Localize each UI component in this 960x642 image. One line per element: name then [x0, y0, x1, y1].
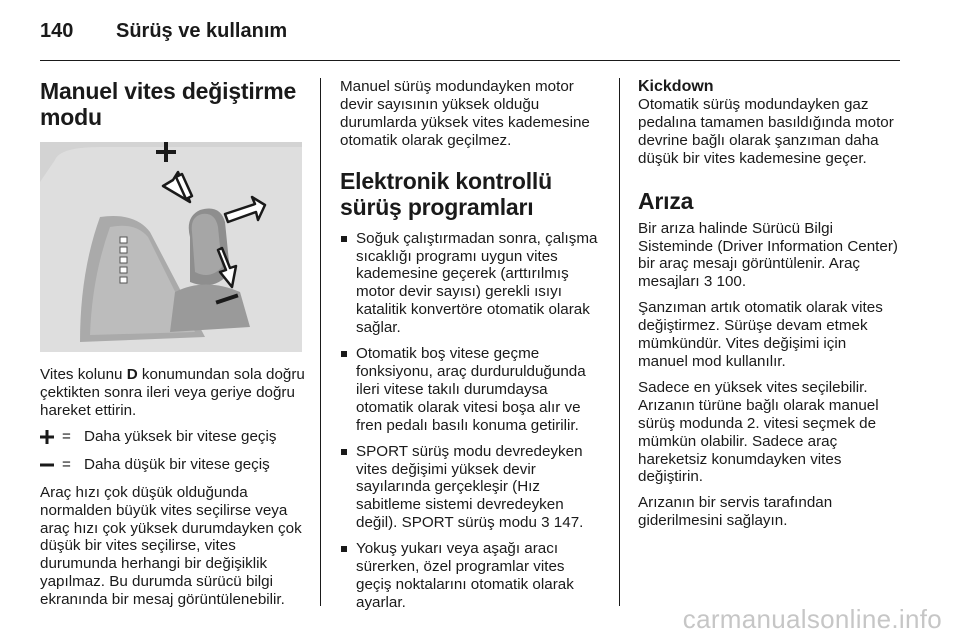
column-1 — [40, 78, 308, 617]
list-item: SPORT sürüş modu devredeyken vites değişimi yüksek devir sayılarında gerçekleşir (Hız sabitleme sistemi devredeyken değil). SPORT sürüş modu 3 147. — [340, 443, 602, 533]
paragraph-fault-2: Şanzıman artık otomatik olarak vites değiştirmez. Sürüşe devam etmek mümkündür. Vites değişimi için manuel mod kullanılır. — [638, 299, 883, 370]
section-title: Sürüş ve kullanım — [116, 20, 288, 42]
legend-row-upshift: = Daha yüksek bir vitese geçiş — [40, 428, 308, 446]
heading-kickdown: Kickdown — [638, 78, 714, 95]
column-3 — [638, 78, 900, 538]
programs-list — [340, 230, 602, 612]
list-item: Otomatik boş vitese geçme fonksiyonu, araç durdurulduğunda ileri vitese takılı durumdaysa otomatik olarak vitesi boşa alır ve fren pedalı basılı konuma getirilir. — [340, 345, 602, 435]
heading-fault: Arıza — [638, 187, 694, 214]
column-divider — [320, 78, 321, 606]
paragraph-fault-3: Sadece en yüksek vites seçilebilir. Arızanın türüne bağlı olarak manuel sürüş modunda 2. vitesi seçmek de mümkün olabilir. Sadece araç hareketsiz konumdayken vites değiştirin. — [638, 378, 879, 486]
page-number: 140 — [40, 20, 74, 42]
gear-shift-illustration — [40, 142, 302, 352]
legend-text-downshift: Daha düşük bir vitese geçiş — [84, 455, 270, 473]
paragraph-fault-4: Arızanın bir servis tarafından giderilmesini sağlayın. — [638, 494, 833, 530]
list-item: Soğuk çalıştırmadan sonra, çalışma sıcaklığı programı uygun vites kademesine geçerek (arttırılmış motor devir sayısı) gerekli ısıyı katalitik konvertöre otomatik olarak sağlar. — [340, 230, 602, 337]
paragraph-fault-1: Bir arıza halinde Sürücü Bilgi Sisteminde (Driver Information Center) bir araç mesajı görüntülenir. Araç mesajları 3 100. — [638, 219, 898, 291]
legend-text-upshift: Daha yüksek bir vitese geçiş — [84, 427, 277, 445]
paragraph-kickdown: Otomatik sürüş modundayken gaz pedalına tamamen basıldığında motor devrine bağlı olarak şanzıman daha düşük bir vites kademesine geçer. — [638, 96, 894, 167]
legend-row-downshift: = Daha düşük bir vitese geçiş — [40, 456, 308, 474]
column-2 — [340, 78, 602, 620]
list-item: Yokuş yukarı veya aşağı aracı sürerken, özel programlar vites geçiş noktalarını otomatik olarak ayarlar. — [340, 540, 602, 612]
header-rule — [40, 60, 900, 61]
heading-electronic-programs: Elektronik kontrollü sürüş programları — [340, 167, 552, 220]
watermark: carmanualsonline.info — [682, 604, 942, 634]
column-divider — [619, 78, 620, 606]
paragraph-manual-rpm: Manuel sürüş modundayken motor devir sayısının yüksek olduğu durumlarda yüksek vites kademesine otomatik olarak geçilmez. — [340, 78, 590, 149]
plus-icon — [40, 430, 62, 444]
paragraph-speed-note: Araç hızı çok düşük olduğunda normalden büyük vites seçilirse veya araç hızı çok yüksek durumdayken çok düşük bir vites seçilirse, vites durumunda herhangi bir değişiklik yapılmaz. Bu durumda sürücü bilgi ekranında bir mesaj görüntülenebilir. — [40, 483, 302, 609]
heading-manual-mode: Manuel vites değiştirme modu — [40, 78, 297, 130]
paragraph-instruction: Vites kolunu D konumundan sola doğru çektikten sonra ileri veya geriye doğru hareket ettirin. — [40, 366, 305, 419]
minus-icon — [40, 458, 62, 472]
